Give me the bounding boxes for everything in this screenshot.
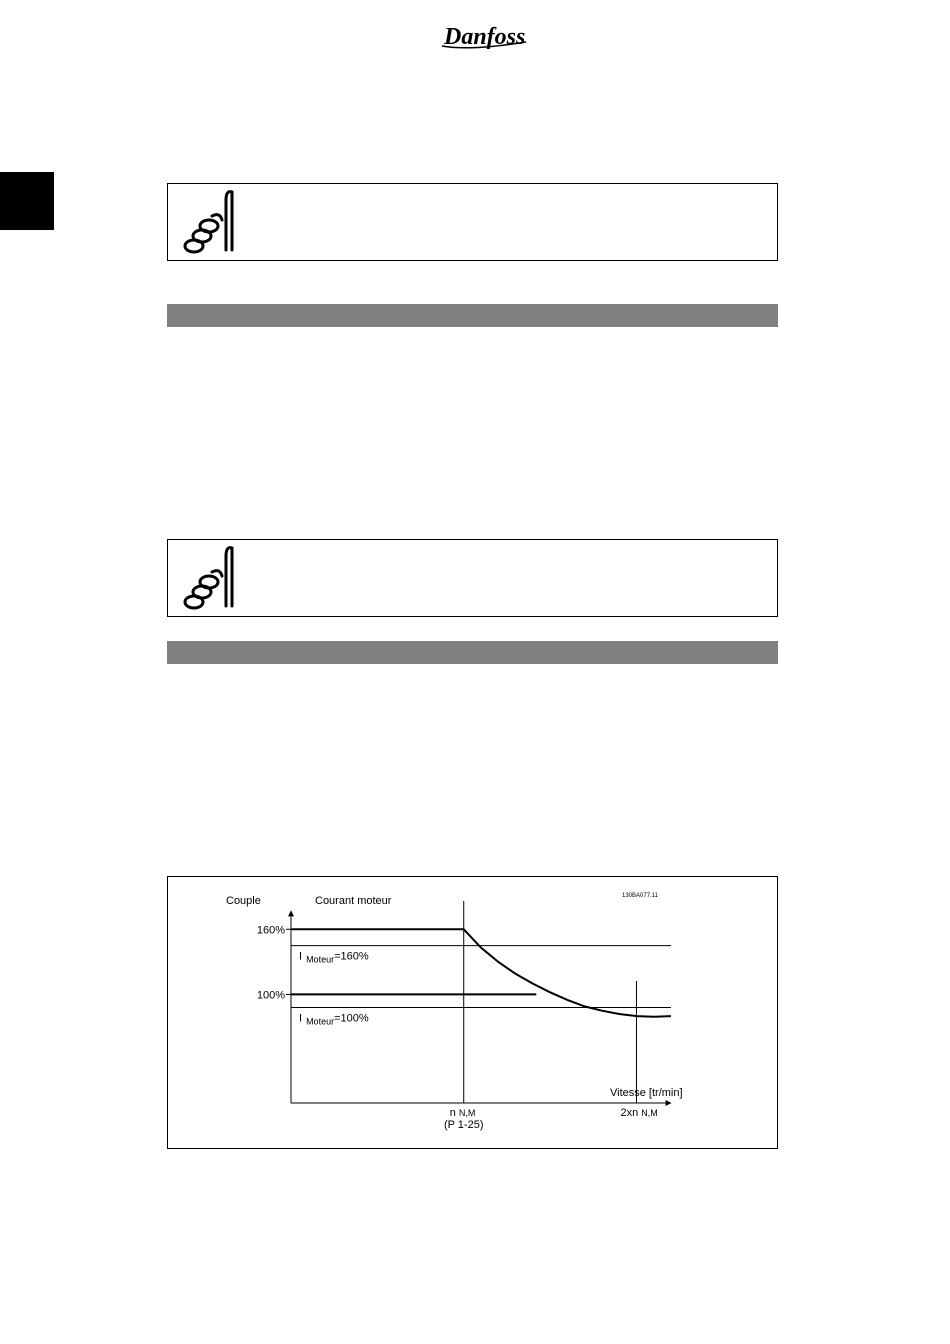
brand-wordmark: Danfoss [444, 24, 526, 50]
hand-note-icon [182, 544, 242, 614]
figure-code: 130BA077.11 [622, 893, 658, 899]
section-header-bar-2 [167, 641, 778, 664]
x-tick-label-nominal: n N,M [449, 1107, 476, 1119]
x-tick-note-nominal: (P 1-25) [443, 1119, 484, 1131]
y-axis-label: Couple [226, 895, 261, 907]
hand-note-icon [182, 188, 242, 258]
danfoss-logo [440, 18, 530, 52]
torque-speed-chart [168, 877, 779, 1150]
x-tick-label-double: 2xn N,M [620, 1107, 658, 1119]
y-axis-label-secondary: Courant moteur [315, 895, 392, 907]
current-limit-label-160: I $_{Moteur}$=160% [299, 950, 369, 965]
y-tick-label-100: 100% [256, 989, 285, 1002]
y-tick-label-160: 160% [256, 924, 285, 937]
section-header-bar-1 [167, 304, 778, 327]
torque-curve [291, 929, 671, 1016]
torque-speed-figure [167, 876, 778, 1149]
note-box-1 [167, 183, 778, 261]
note-box-2 [167, 539, 778, 617]
current-limit-label-100: I $_{Moteur}$=100% [299, 1012, 369, 1027]
chapter-tab-marker [0, 172, 54, 230]
x-axis-label: Vitesse [tr/min] [610, 1087, 683, 1099]
